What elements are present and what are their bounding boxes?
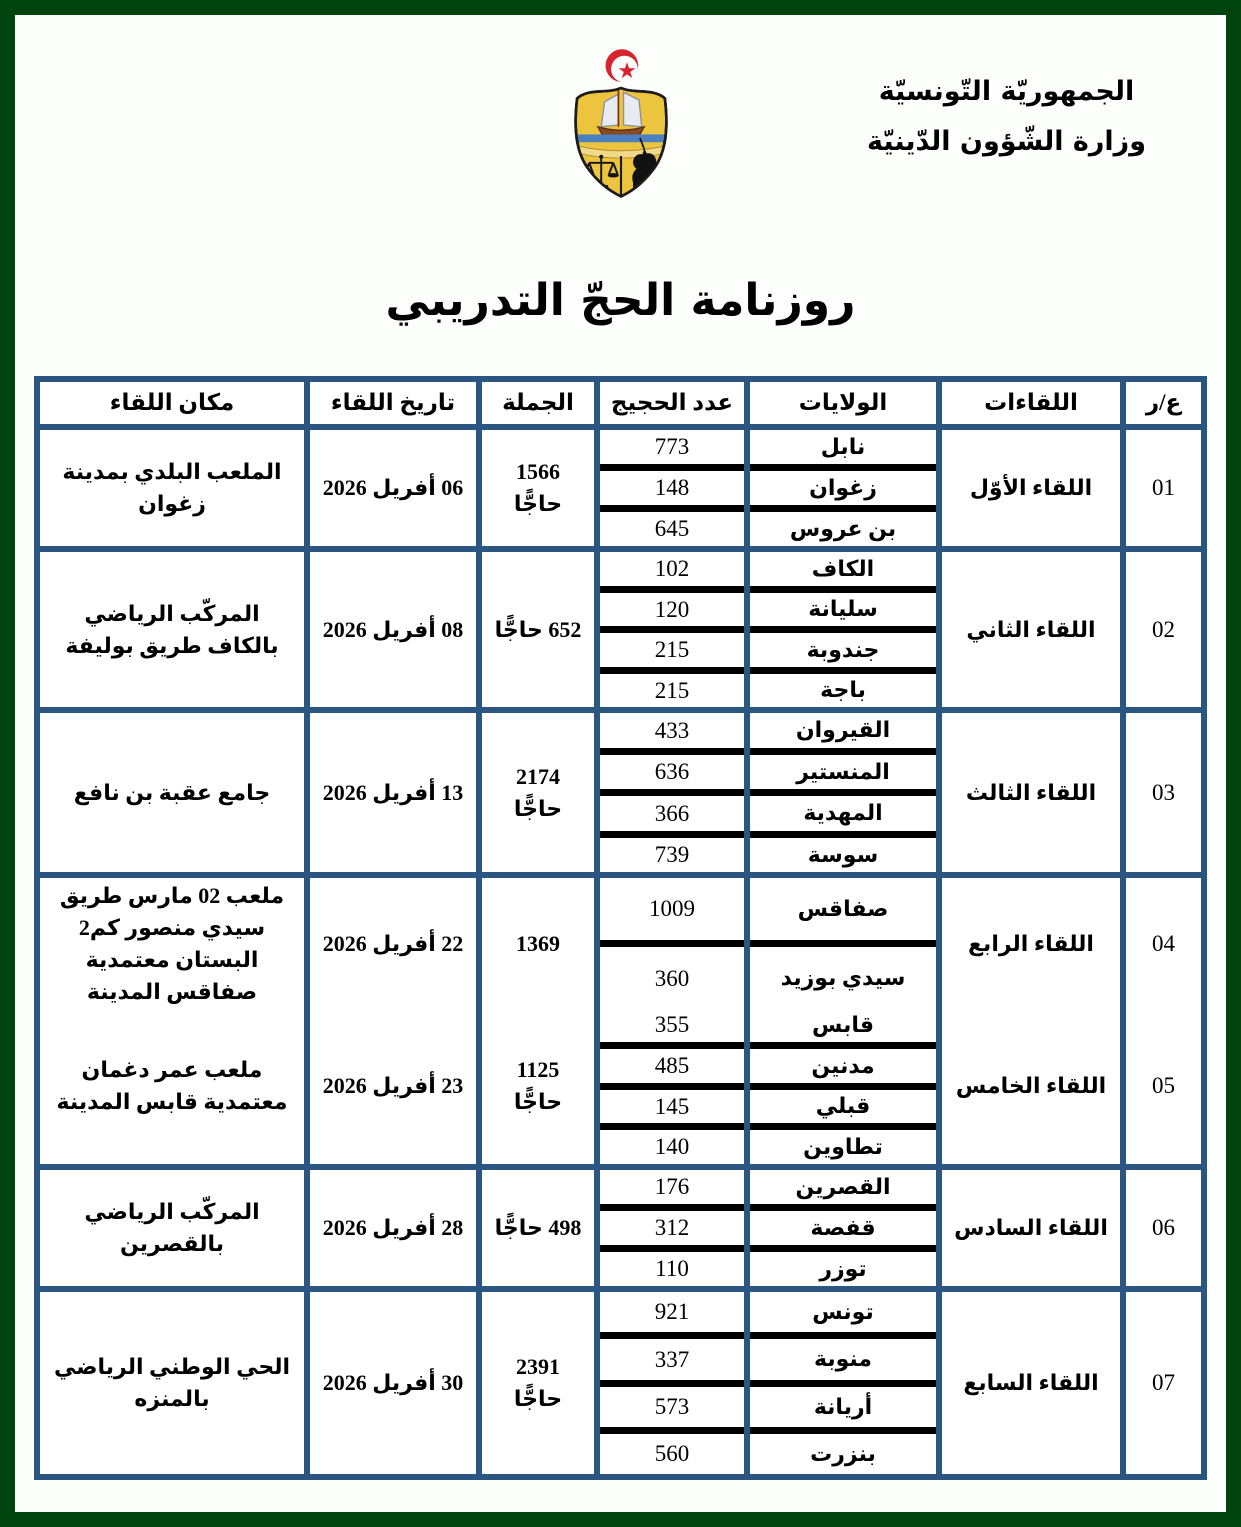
sub-row-separator: [750, 748, 936, 755]
pilgrims-cell: [600, 878, 744, 1010]
sub-row-separator: [750, 1245, 936, 1252]
pilgrims-count: 433: [654, 717, 690, 743]
sub-row-separator: [600, 1204, 744, 1211]
governorates-cell: [750, 1292, 936, 1474]
date-cell: 06 أفريل 2026: [310, 430, 476, 546]
total-cell: 2174 حاجًّا: [482, 713, 594, 872]
place-cell: ملعب 02 مارس طريق سيدي منصور كم2 البستان معتمدية صفاقس المدينة: [40, 878, 304, 1010]
governorate-name: الكاف: [811, 555, 875, 581]
sub-row-separator: [750, 789, 936, 796]
governorate-name: القصرين: [795, 1174, 891, 1200]
governorate-name: مدنين: [811, 1052, 875, 1078]
sub-row-separator: [600, 831, 744, 838]
total-cell: 498 حاجًّا: [482, 1170, 594, 1286]
governorate-name: باجة: [820, 677, 866, 703]
hajj-schedule-table: [34, 376, 1207, 1480]
pilgrims-cell: [600, 1292, 744, 1474]
place-cell: ملعب عمر دغمان معتمدية قابس المدينة: [40, 1008, 304, 1164]
serial-cell: 03: [1126, 713, 1201, 872]
sub-row-separator: [600, 1332, 744, 1339]
table-row: [40, 878, 1201, 1002]
table-row: [40, 552, 1201, 707]
governorate-name: جندوبة: [806, 636, 880, 662]
pilgrims-count: 560: [654, 1441, 690, 1467]
governorate-name: توزر: [819, 1256, 867, 1282]
governorates-cell: [750, 1008, 936, 1164]
pilgrims-count: 145: [654, 1093, 690, 1119]
governorate-name: تونس: [812, 1299, 874, 1325]
pilgrims-count: 485: [654, 1052, 690, 1078]
sub-row-separator: [600, 789, 744, 796]
letterhead-text: [867, 67, 1146, 167]
governorate-name: القيروان: [795, 717, 891, 743]
meeting-cell: اللقاء السادس: [942, 1170, 1120, 1286]
pilgrims-count: 645: [654, 516, 690, 542]
place-cell: الحي الوطني الرياضي بالمنزه: [40, 1292, 304, 1474]
pilgrims-cell: [600, 430, 744, 546]
serial-cell: 06: [1126, 1170, 1201, 1286]
sub-row-separator: [750, 1332, 936, 1339]
pilgrims-count: 312: [654, 1215, 690, 1241]
sub-row-separator: [600, 940, 744, 947]
place-cell: جامع عقبة بن نافع: [40, 713, 304, 872]
sub-row-separator: [750, 1042, 936, 1049]
letterhead: [15, 15, 1226, 233]
governorates-cell: [750, 1170, 936, 1286]
pilgrims-count: 215: [654, 677, 690, 703]
place-cell: المركّب الرياضي بالقصرين: [40, 1170, 304, 1286]
column-header-pilgrims: عدد الحجيج: [600, 382, 744, 424]
total-cell: 1125 حاجًّا: [482, 1008, 594, 1164]
sub-row-separator: [750, 1380, 936, 1387]
date-cell: 08 أفريل 2026: [310, 552, 476, 707]
pilgrims-count: 636: [654, 759, 690, 785]
governorate-name: المهدية: [803, 800, 883, 826]
serial-cell: 01: [1126, 430, 1201, 546]
pilgrims-count: 366: [654, 800, 690, 826]
sub-row-separator: [750, 831, 936, 838]
governorate-name: المنستير: [796, 758, 890, 784]
tunisia-coat-of-arms-icon: [565, 45, 677, 210]
meeting-cell: اللقاء الرابع: [942, 878, 1120, 1010]
serial-cell: 05: [1126, 1008, 1201, 1164]
sub-row-separator: [600, 1123, 744, 1130]
date-cell: 30 أفريل 2026: [310, 1292, 476, 1474]
pilgrims-cell: [600, 1170, 744, 1286]
pilgrims-cell: [600, 1008, 744, 1164]
column-header-date: تاريخ اللقاء: [310, 382, 476, 424]
governorates-cell: [750, 552, 936, 707]
total-cell: 2391 حاجًّا: [482, 1292, 594, 1474]
governorate-name: قفصة: [810, 1215, 876, 1241]
pilgrims-count: 176: [654, 1174, 690, 1200]
governorates-cell: [750, 713, 936, 872]
serial-cell: 02: [1126, 552, 1201, 707]
pilgrims-cell: [600, 713, 744, 872]
table-row: [40, 1008, 1201, 1164]
sub-row-separator: [750, 626, 936, 633]
pilgrims-count: 140: [654, 1134, 690, 1160]
pilgrims-count: 148: [654, 475, 690, 501]
meeting-cell: اللقاء الثاني: [942, 552, 1120, 707]
table-row: [40, 1170, 1201, 1286]
place-cell: الملعب البلدي بمدينة زغوان: [40, 430, 304, 546]
governorates-cell: [750, 430, 936, 546]
sub-row-separator: [750, 1427, 936, 1434]
ministry-line: وزارة الشّؤون الدّينيّة: [866, 125, 1146, 157]
governorate-name: منوبة: [814, 1346, 872, 1372]
sub-row-separator: [600, 1245, 744, 1252]
sub-row-separator: [750, 505, 936, 512]
sub-row-separator: [600, 748, 744, 755]
sub-row-separator: [600, 464, 744, 471]
governorate-name: صفاقس: [797, 896, 889, 922]
pilgrims-count: 773: [654, 434, 690, 460]
table-header-row: [40, 382, 1201, 424]
pilgrims-count: 739: [654, 842, 690, 868]
date-cell: 13 أفريل 2026: [310, 713, 476, 872]
governorate-name: زغوان: [809, 475, 877, 501]
republic-line: الجمهوريّة التّونسيّة: [878, 76, 1135, 107]
place-cell: المركّب الرياضي بالكاف طريق بوليفة: [40, 552, 304, 707]
column-header-total: الجملة: [482, 382, 594, 424]
sub-row-separator: [600, 667, 744, 674]
governorate-name: قبلي: [815, 1093, 871, 1119]
governorate-name: قابس: [811, 1011, 875, 1037]
pilgrims-count: 1009: [649, 896, 695, 922]
pilgrims-count: 921: [654, 1299, 690, 1325]
meeting-cell: اللقاء السابع: [942, 1292, 1120, 1474]
governorate-name: بنزرت: [810, 1440, 876, 1466]
governorate-name: أريانة: [813, 1393, 873, 1419]
sub-row-separator: [750, 464, 936, 471]
column-header-place: مكان اللقاء: [40, 382, 304, 424]
sub-row-separator: [750, 586, 936, 593]
governorate-name: سليانة: [808, 596, 878, 622]
column-header-governorates: الولايات: [750, 382, 936, 424]
total-cell: 1566 حاجًّا: [482, 430, 594, 546]
date-cell: 23 أفريل 2026: [310, 1008, 476, 1164]
pilgrims-count: 215: [654, 637, 690, 663]
column-header-meetings: اللقاءات: [942, 382, 1120, 424]
serial-cell: 04: [1126, 878, 1201, 1010]
meeting-cell: اللقاء الأوّل: [942, 430, 1120, 546]
pilgrims-count: 360: [654, 965, 690, 991]
table-row: [40, 713, 1201, 872]
sub-row-separator: [600, 1380, 744, 1387]
sub-row-separator: [750, 1083, 936, 1090]
total-cell: 652 حاجًّا: [482, 552, 594, 707]
pilgrims-count: 573: [654, 1393, 690, 1419]
table-row: [40, 1292, 1201, 1474]
governorate-name: تطاوين: [803, 1134, 883, 1160]
sub-row-separator: [600, 1427, 744, 1434]
pilgrims-cell: [600, 552, 744, 707]
sub-row-separator: [600, 626, 744, 633]
total-cell: 1369: [482, 878, 594, 1010]
serial-cell: 07: [1126, 1292, 1201, 1474]
sub-row-separator: [600, 1042, 744, 1049]
sub-row-separator: [600, 1083, 744, 1090]
sub-row-separator: [600, 586, 744, 593]
pilgrims-count: 355: [654, 1012, 690, 1038]
sub-row-separator: [750, 667, 936, 674]
pilgrims-count: 337: [654, 1346, 690, 1372]
date-cell: 28 أفريل 2026: [310, 1170, 476, 1286]
sub-row-separator: [750, 1123, 936, 1130]
table-row: [40, 430, 1201, 546]
governorate-name: سوسة: [807, 841, 879, 867]
meeting-cell: اللقاء الثالث: [942, 713, 1120, 872]
governorate-name: سيدي بوزيد: [780, 965, 906, 991]
sub-row-separator: [750, 940, 936, 947]
meeting-cell: اللقاء الخامس: [942, 1008, 1120, 1164]
governorates-cell: [750, 878, 936, 1010]
page-title: روزنامة الحجّ التدريبي: [385, 275, 856, 326]
pilgrims-count: 120: [654, 596, 690, 622]
column-header-serial: ع/ر: [1126, 382, 1201, 424]
governorate-name: بن عروس: [789, 516, 897, 542]
date-cell: 22 أفريل 2026: [310, 878, 476, 1010]
sub-row-separator: [600, 505, 744, 512]
sub-row-separator: [750, 1204, 936, 1211]
pilgrims-count: 102: [654, 556, 690, 582]
pilgrims-count: 110: [655, 1256, 689, 1282]
governorate-name: نابل: [820, 434, 866, 460]
